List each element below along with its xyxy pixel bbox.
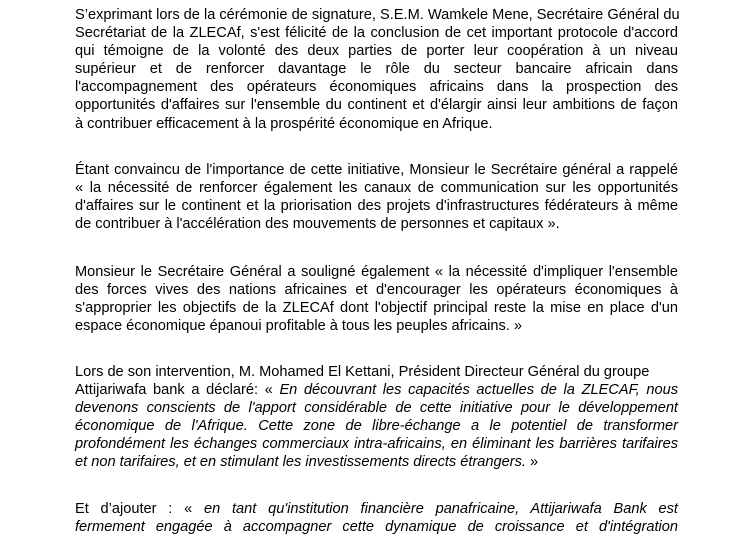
text-line	[75, 518, 678, 536]
text-line: d'affaires sur le continent et la priorisation des projets d'infrastructures fédérateurs à même	[75, 198, 678, 215]
quote-text: économique de l'Afrique. Cette zone de libre-échange a le potentiel de transformer	[75, 418, 678, 435]
text-line: des forces vives des nations africaines et d'encourager les opérateurs économiques à	[75, 282, 678, 299]
text-line	[75, 381, 678, 399]
quote-text: et non tarifaires, et en stimulant les investissements directs étrangers.	[75, 454, 526, 471]
text-line: de contribuer à l'accélération des mouvements de personnes et capitaux ».	[75, 216, 560, 233]
paragraph-initiative-importance	[75, 161, 678, 233]
text-line: qui témoigne de la volonté des deux parties de porter leur coopération à un niveau	[75, 43, 678, 60]
text-line	[75, 435, 678, 453]
quote-text: En découvrant les capacités actuelles de la ZLECAF, nous	[279, 382, 678, 399]
text-segment: »	[526, 454, 539, 471]
text-line	[75, 453, 678, 471]
text-line	[75, 417, 678, 435]
text-segment: Et d’ajouter : «	[75, 501, 204, 517]
text-line: l'accompagnement des opérateurs économiques africains dans la prospection des	[75, 79, 678, 96]
text-line: opportunités d'affaires sur l'ensemble du continent et d'élargir ainsi leur ambitions de façon	[75, 97, 678, 114]
paragraph-secretary-emphasis	[75, 263, 678, 335]
text-line	[75, 399, 678, 417]
quote-text: profondément les échanges commerciaux intra-africains, en éliminant les barrières tarifaires	[75, 436, 678, 453]
paragraph-el-kettani-intervention	[75, 363, 678, 472]
text-line: S’exprimant lors de la cérémonie de signature, S.E.M. Wamkele Mene, Secrétaire Général du	[75, 7, 680, 23]
text-segment: Attijariwafa bank a déclaré: «	[75, 382, 280, 399]
text-line	[75, 500, 678, 518]
text-line: Monsieur le Secrétaire Général a souligné également « la nécessité d'impliquer l'ensemble	[75, 264, 678, 280]
text-line: Étant convaincu de l'importance de cette initiative, Monsieur le Secrétaire général a rappelé	[75, 162, 678, 178]
text-line: s'approprier les objectifs de la ZLECAf dont l'objectif principal reste la mise en place d'un	[75, 300, 678, 317]
text-line: espace économique épanoui profitable à tous les peuples africains. »	[75, 318, 523, 335]
paragraph-and-to-add	[75, 500, 678, 536]
quote-text: en tant qu'institution financière panafricaine, Attijariwafa Bank est	[204, 501, 678, 517]
text-line: supérieur et de renforcer davantage le rôle du secteur bancaire africain dans	[75, 61, 678, 78]
text-line: à contribuer efficacement à la prospérité économique en Afrique.	[75, 115, 493, 132]
paragraph-signature-ceremony	[75, 6, 678, 133]
quote-text: fermement engagée à accompagner cette dynamique de croissance et d'intégration	[75, 519, 678, 536]
text-line: « la nécessité de renforcer également les canaux de communication sur les opportunités	[75, 180, 678, 197]
quote-text: devenons conscients de l'apport considérable de cette initiative pour le développement	[75, 400, 678, 417]
text-line: Secrétariat de la ZLECAf, s'est félicité de la conclusion de cet important protocole d'accord	[75, 25, 678, 42]
text-line: Lors de son intervention, M. Mohamed El Kettani, Président Directeur Général du groupe	[75, 364, 650, 380]
